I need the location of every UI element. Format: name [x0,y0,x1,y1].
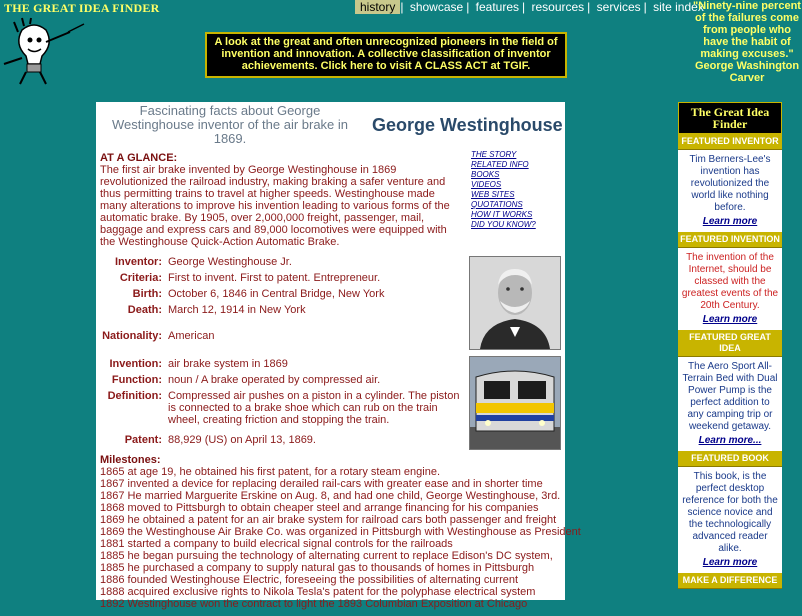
train-photo [469,356,561,450]
birth-label: Birth: [132,288,162,300]
function-label: Function: [111,374,162,386]
link-how-it-works[interactable]: HOW IT WORKS [471,210,533,219]
inventor-label: Inventor: [114,256,162,268]
milestone-item: 1867 He married Marguerite Erskine on Aug. 8, and had one child, George Westinghouse, 3rd. [100,490,561,502]
criteria-label: Criteria: [119,272,162,284]
featured-inventor-body [678,150,782,232]
featured-invention-body [678,248,782,330]
nav-features[interactable]: features [475,0,520,14]
link-related-info[interactable]: RELATED INFO [471,160,529,169]
milestone-item: 1885 he purchased a company to supply natural gas to thousands of homes in Pittsburgh [100,562,535,574]
class-act-banner[interactable]: A look at the great and often unrecognized pioneers in the field of invention and innovation. A collective classification of inventor achievements. Click here to visit A CLASS ACT at TGIF. [205,32,567,78]
milestone-item: 1881 started a company to build elecrical signal controls for the railroads [100,538,453,550]
link-quotations[interactable]: QUOTATIONS [471,200,523,209]
featured-inventor-text: Tim Berners-Lee's invention has revolutionized the world like nothing before. [689,154,771,213]
glance-text: The first air brake invented by George Westinghouse in 1869 revolutionized the railroad industry, making braking a safer venture and thus permitting trains to travel at higher speeds. Westinghouse made many alterations to improve his invention leading to various forms of the automatic brake. By 1905, over 2,000,000 freight, passenger, mail, baggage and express cars and 89,000 locomotives were equipped with the Westinghouse Quick-Action Automatic Brake. [100,164,450,248]
function-value: noun / A brake operated by compressed air. [168,374,381,386]
link-did-you-know[interactable]: DID YOU KNOW? [471,220,536,229]
make-a-difference-header: MAKE A DIFFERENCE [678,573,782,589]
definition-value: Compressed air pushes on a piston in a cylinder. The piston is connected to a brake shoe which can rub on the train wheel, creating friction and stopping the train. [168,390,460,426]
milestones-heading: Milestones: [100,454,161,466]
link-videos[interactable]: VIDEOS [471,180,502,189]
featured-book-body [678,467,782,573]
quote-author: George Washington Carver [694,60,800,84]
milestone-item: 1885 he began pursuing the technology of alternating current to replace Edison's DC system, [100,550,553,562]
nav-site-index[interactable]: site index [653,0,704,14]
featured-sidebar [678,102,782,600]
featured-invention-header: FEATURED INVENTION [678,232,782,248]
featured-invention-link[interactable]: Learn more [702,314,758,325]
site-logo[interactable]: THE GREAT IDEA FINDER [4,1,160,15]
section-links [471,150,536,230]
birth-value: October 6, 1846 in Central Bridge, New York [168,288,385,300]
main-content [96,102,581,610]
milestone-item: 1888 acquired exclusive rights to Nikola Tesla's patent for the polyphase electrical system [100,586,536,598]
page-subtitle: Fascinating facts about George Westinghouse inventor of the air brake in 1869. [111,103,349,146]
featured-great-idea-link[interactable]: Learn more... [698,435,762,446]
death-label: Death: [127,304,162,316]
featured-great-idea-text: The Aero Sport All-Terrain Bed with Dual Power Pump is the perfect addition to any camping trip or weekend getaway. [682,361,778,432]
nav-history[interactable]: history [355,0,400,14]
featured-inventor-link[interactable]: Learn more [702,216,758,227]
link-web-sites[interactable]: WEB SITES [471,190,515,199]
milestone-item: 1867 invented a device for replacing derailed rail-cars with greater ease and in shorter time [100,478,543,490]
quote-text: "Ninety-nine percent of the failures come from people who have the habit of making excuses." [693,0,801,60]
glance-heading: AT A GLANCE: [100,152,178,164]
featured-book-link[interactable]: Learn more [702,557,758,568]
link-books[interactable]: BOOKS [471,170,500,179]
featured-book-header: FEATURED BOOK [678,451,782,467]
featured-book-text: This book, is the perfect desktop reference for both the science novice and the technologically advanced reader alike. [682,471,778,554]
featured-great-idea-body [678,357,782,451]
death-value: March 12, 1914 in New York [168,304,306,316]
westinghouse-portrait [469,256,561,350]
invention-label: Invention: [109,358,162,370]
page-title: George Westinghouse [372,114,563,135]
invention-value: air brake system in 1869 [168,358,288,370]
criteria-value: First to invent. First to patent. Entrepreneur. [168,272,381,284]
patent-value: 88,929 (US) on April 13, 1869. [168,434,316,446]
facts-table [100,256,561,446]
featured-inventor-header: FEATURED INVENTOR [678,134,782,150]
quote-block [692,0,802,84]
top-nav: history | showcase | features | resources | services | site index [355,0,707,14]
milestones-list [100,454,581,610]
featured-invention-text: The invention of the Internet, should be classed with the greatest events of the 20th Century. [681,252,779,311]
milestone-item: 1892 Westinghouse won the contract to light the 1893 Columbian Exposition at Chicago [100,598,528,610]
milestone-item: 1865 at age 19, he obtained his first patent, for a rotary steam engine. [100,466,440,478]
inventor-value: George Westinghouse Jr. [168,256,292,268]
nav-services[interactable]: services [596,0,641,14]
nav-showcase[interactable]: showcase [409,0,464,14]
milestone-item: 1868 moved to Pittsburgh to obtain cheaper steel and arrange financing for his companies [100,502,539,514]
sidebar-logo[interactable]: The Great Idea Finder [678,102,782,134]
nav-resources[interactable]: resources [531,0,585,14]
link-the-story[interactable]: THE STORY [471,150,517,159]
nationality-label: Nationality: [102,330,162,342]
lightbulb-mascot-icon [0,18,90,88]
nationality-value: American [168,330,215,342]
patent-label: Patent: [124,434,162,446]
milestone-item: 1886 founded Westinghouse Electric, foreseeing the possibilities of alternating current [100,574,519,586]
milestone-item: 1869 the Westinghouse Air Brake Co. was organized in Pittsburgh with Westinghouse as President [100,526,581,538]
definition-label: Definition: [107,390,162,402]
featured-great-idea-header: FEATURED GREAT IDEA [678,330,782,357]
milestone-item: 1869 he obtained a patent for an air brake system for railroad cars both passenger and freight [100,514,557,526]
